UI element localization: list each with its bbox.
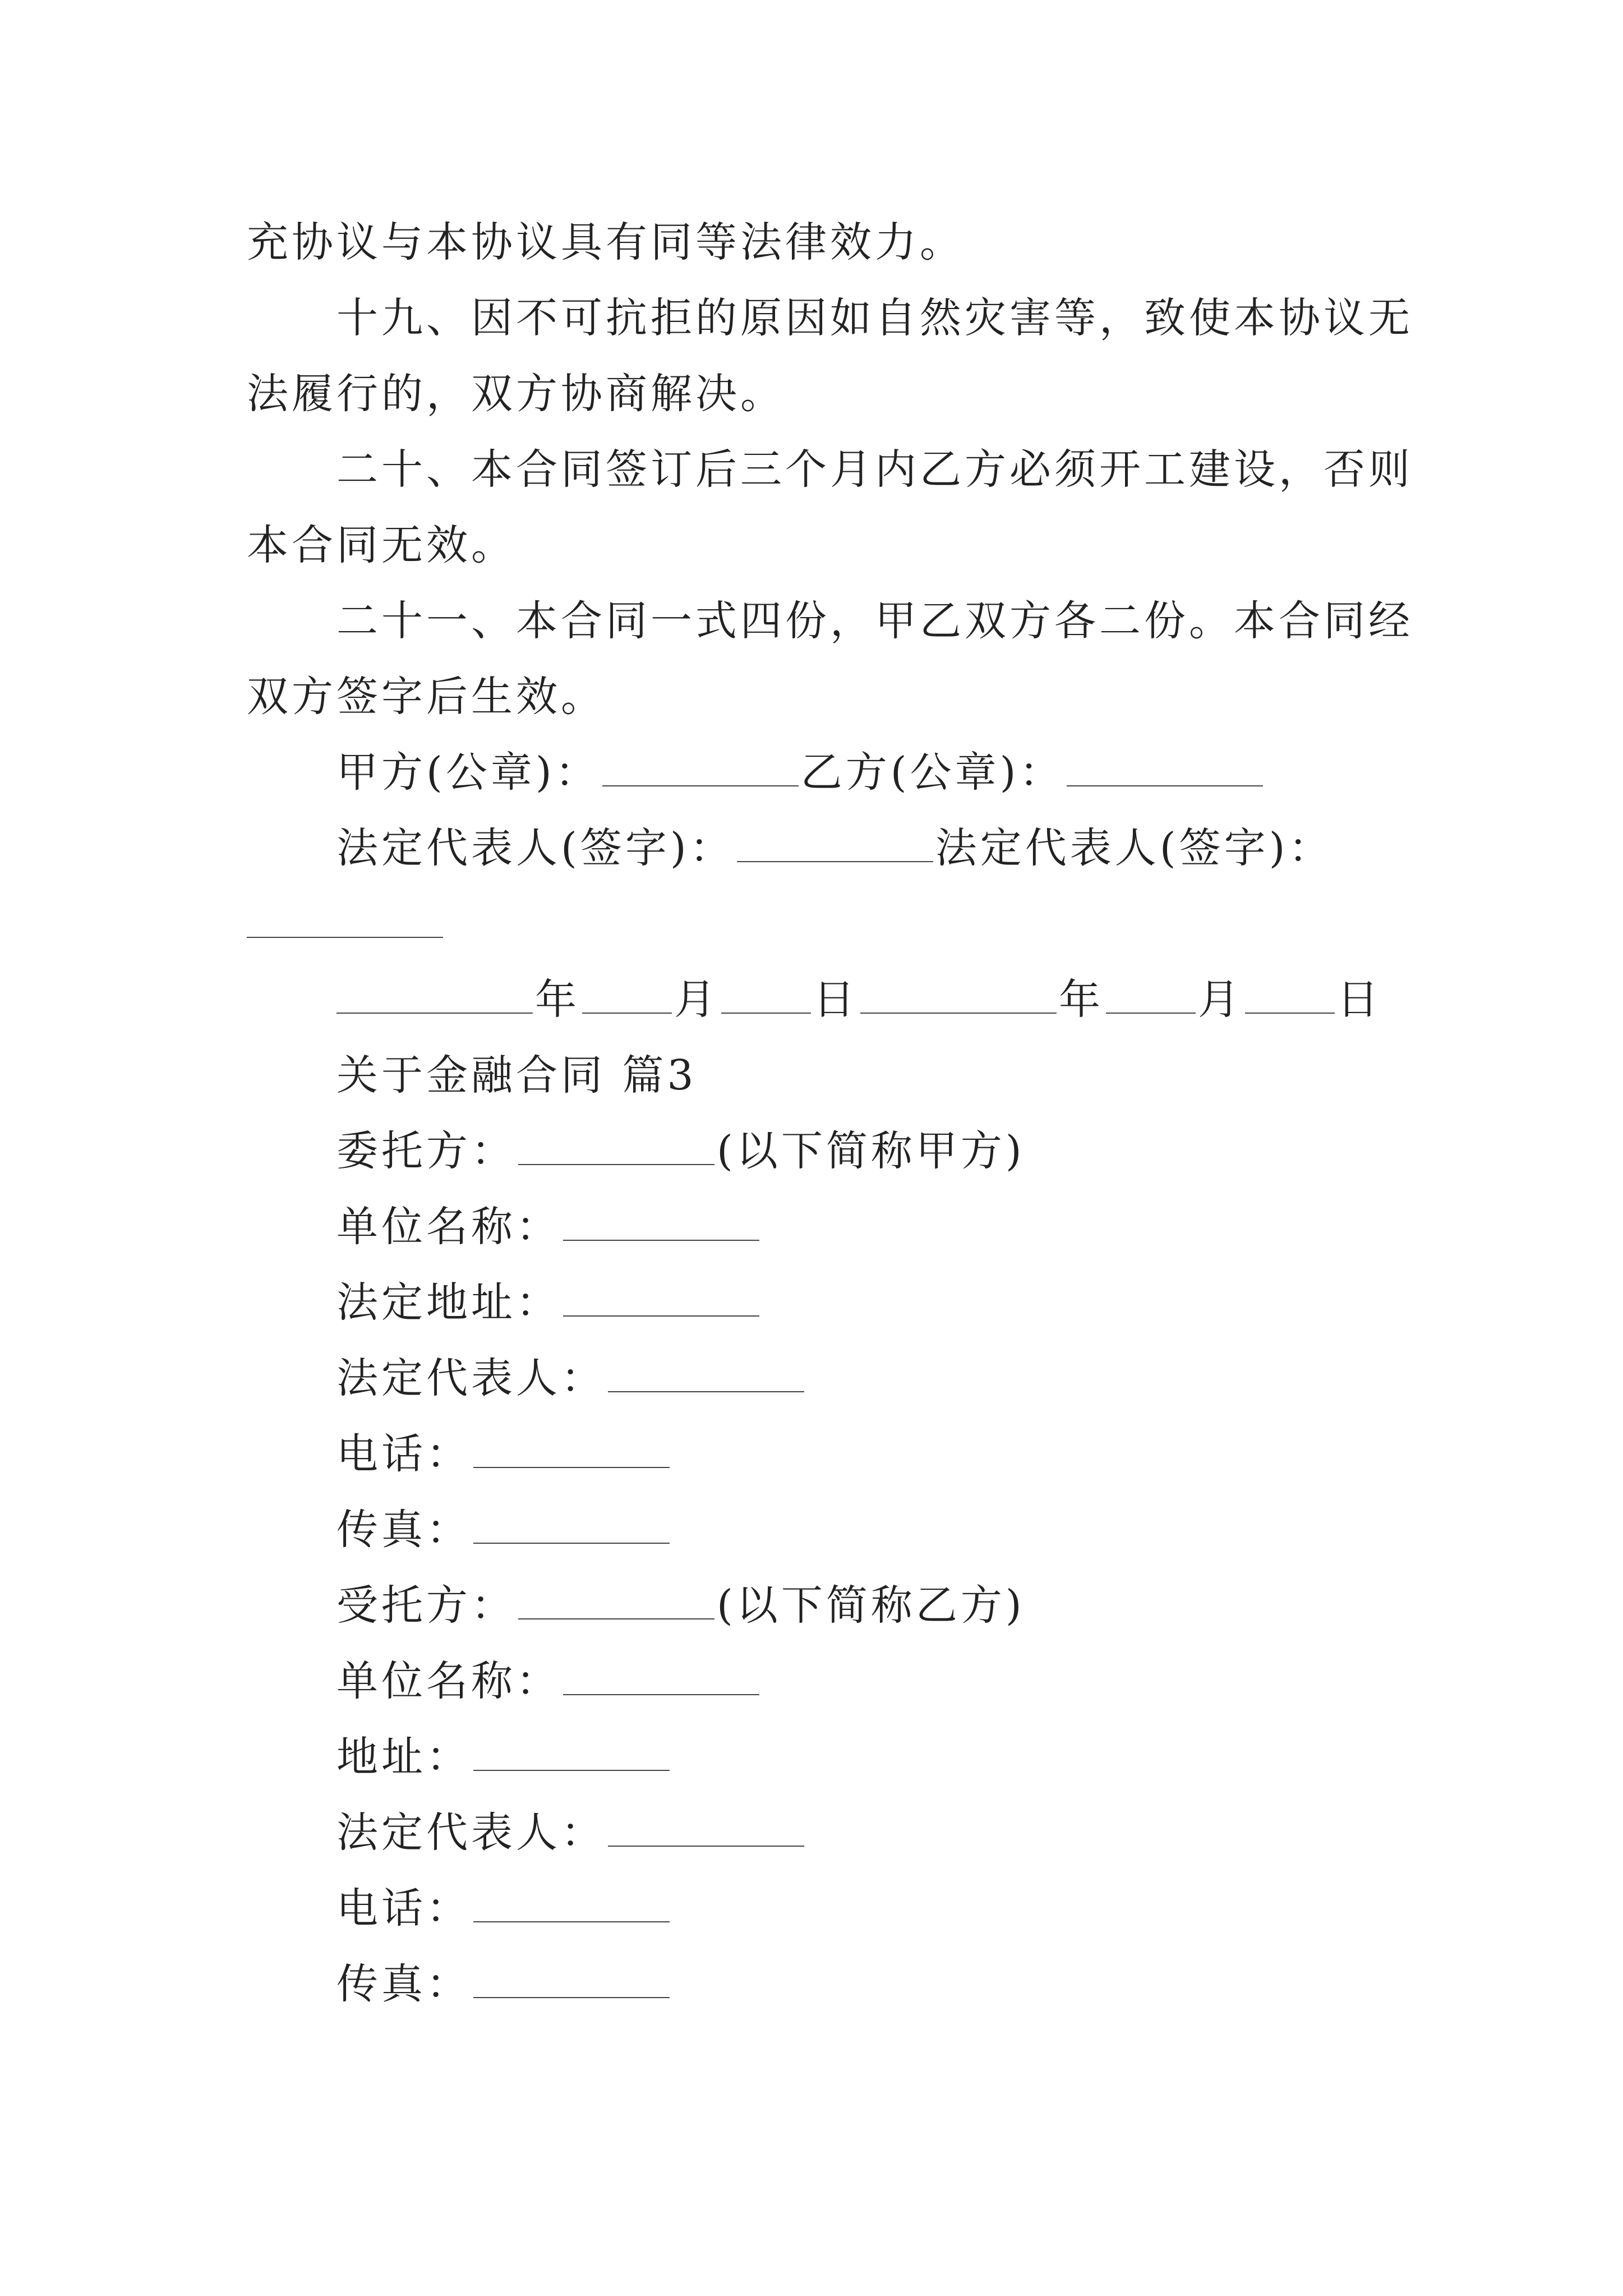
rep-sign-b-blank-line xyxy=(247,903,445,945)
client-org-name-blank xyxy=(563,1237,759,1241)
date-b-year: 年 xyxy=(1059,976,1104,1024)
trustee-blank xyxy=(518,1616,714,1619)
date-a-day-blank xyxy=(721,1010,811,1014)
client-phone-line xyxy=(336,1430,672,1478)
paragraph-18-continuation: 充协议与本协议具有同等法律效力。 xyxy=(247,218,965,266)
client-fax-line xyxy=(336,1506,672,1554)
paragraph-20-line-2: 本合同无效。 xyxy=(247,521,516,569)
date-a-day: 日 xyxy=(813,976,858,1024)
date-b-month: 月 xyxy=(1198,976,1243,1024)
section-3-heading: 关于金融合同 篇3 xyxy=(336,1051,697,1099)
trustee-phone-blank xyxy=(473,1919,670,1922)
client-legal-address-line xyxy=(336,1278,762,1327)
client-label: 委托方： xyxy=(336,1127,516,1175)
paragraph-19-line-2: 法履行的，双方协商解决。 xyxy=(247,370,785,418)
trustee-org-name-blank xyxy=(563,1692,759,1695)
rep-sign-a-label: 法定代表人(签字)： xyxy=(336,824,735,872)
seal-line xyxy=(336,748,1265,797)
trustee-phone-label: 电话： xyxy=(336,1884,471,1932)
client-line xyxy=(336,1127,1025,1175)
date-a-year-blank xyxy=(336,1010,533,1014)
paragraph-20-line-1: 二十、本合同签订后三个月内乙方必须开工建设，否则 xyxy=(336,445,1413,494)
party-a-seal-blank xyxy=(602,783,799,786)
trustee-org-name-label: 单位名称： xyxy=(336,1657,561,1705)
date-line xyxy=(336,976,1382,1024)
client-blank xyxy=(518,1162,714,1165)
date-b-day: 日 xyxy=(1337,976,1382,1024)
trustee-legal-rep-blank xyxy=(608,1843,804,1847)
client-note: (以下简称甲方) xyxy=(717,1127,1025,1175)
client-phone-blank xyxy=(473,1465,670,1468)
client-org-name-label: 单位名称： xyxy=(336,1203,561,1251)
trustee-phone-line xyxy=(336,1884,672,1932)
date-a-year: 年 xyxy=(535,976,580,1024)
trustee-org-name-line xyxy=(336,1657,762,1705)
party-b-seal-label: 乙方(公章)： xyxy=(800,748,1064,797)
paragraph-19-line-1: 十九、因不可抗拒的原因如自然灾害等，致使本协议无 xyxy=(336,294,1413,342)
trustee-line xyxy=(336,1581,1025,1630)
trustee-fax-line xyxy=(336,1960,672,2008)
paragraph-21-line-2: 双方签字后生效。 xyxy=(247,673,606,721)
trustee-note: (以下简称乙方) xyxy=(717,1581,1025,1630)
trustee-legal-rep-line xyxy=(336,1809,806,1857)
trustee-address-line xyxy=(336,1733,672,1781)
client-phone-label: 电话： xyxy=(336,1430,471,1478)
client-legal-rep-line xyxy=(336,1354,806,1402)
date-a-month: 月 xyxy=(674,976,719,1024)
client-fax-label: 传真： xyxy=(336,1506,471,1554)
date-b-month-blank xyxy=(1106,1010,1196,1014)
client-fax-blank xyxy=(473,1540,670,1544)
trustee-address-blank xyxy=(473,1768,670,1771)
party-b-seal-blank xyxy=(1067,783,1263,786)
trustee-label: 受托方： xyxy=(336,1581,516,1630)
date-b-year-blank xyxy=(860,1010,1057,1014)
trustee-fax-label: 传真： xyxy=(336,1960,471,2008)
client-legal-address-blank xyxy=(563,1313,759,1317)
trustee-address-label: 地址： xyxy=(336,1733,471,1781)
date-a-month-blank xyxy=(582,1010,672,1014)
client-legal-rep-blank xyxy=(608,1389,804,1392)
paragraph-21-line-1: 二十一、本合同一式四份，甲乙双方各二份。本合同经 xyxy=(336,597,1413,645)
trustee-legal-rep-label: 法定代表人： xyxy=(336,1809,606,1857)
rep-sign-b-blank xyxy=(247,935,443,938)
rep-sign-b-label: 法定代表人(签字)： xyxy=(935,824,1334,872)
client-org-name-line xyxy=(336,1203,762,1251)
rep-sign-a-blank xyxy=(737,859,933,862)
rep-sign-line xyxy=(336,824,1334,872)
date-b-day-blank xyxy=(1245,1010,1335,1014)
client-legal-address-label: 法定地址： xyxy=(336,1278,561,1327)
party-a-seal-label: 甲方(公章)： xyxy=(336,748,600,797)
client-legal-rep-label: 法定代表人： xyxy=(336,1354,606,1402)
trustee-fax-blank xyxy=(473,1995,670,1998)
